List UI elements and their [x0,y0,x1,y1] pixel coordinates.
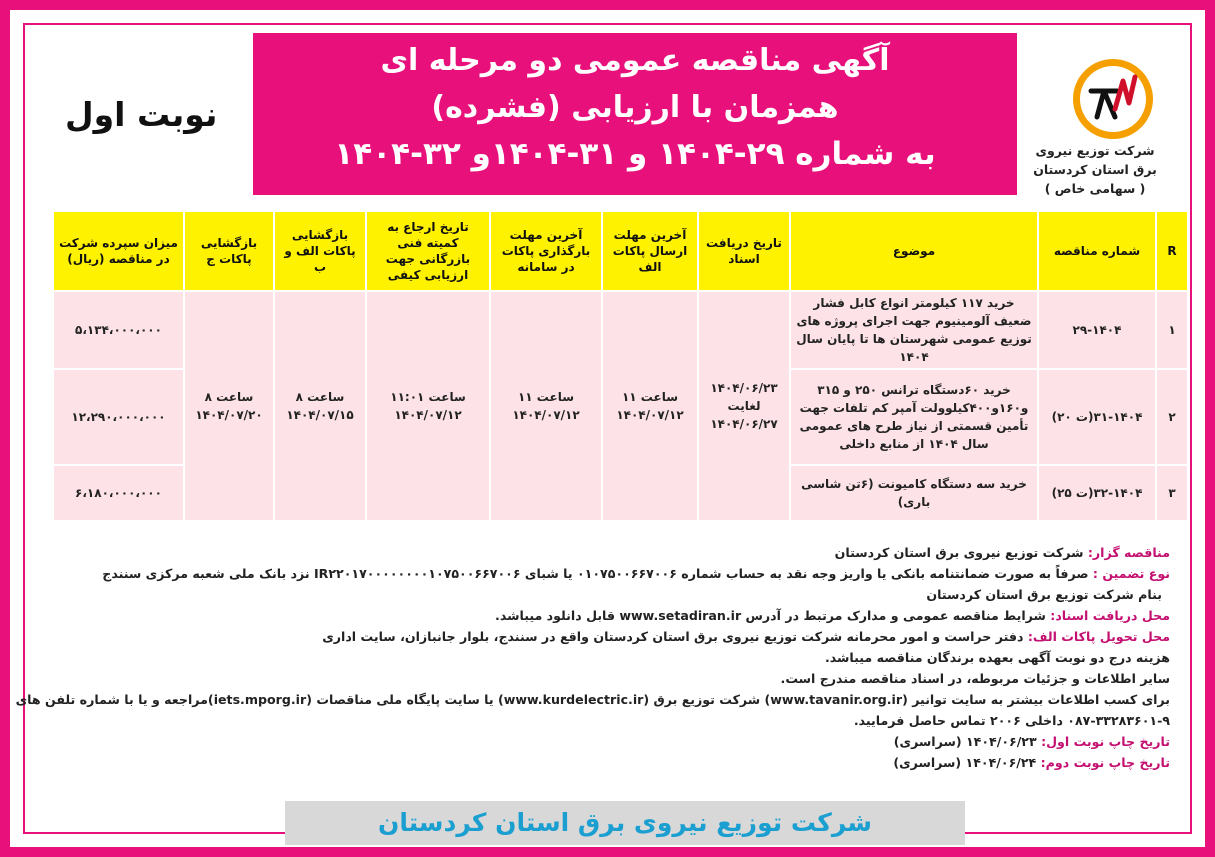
deadline-a-time: ساعت ۱۱ [621,390,679,404]
table-row [53,291,1188,369]
header-open-c: بازگشایی پاکات ج [184,211,274,291]
doc-date-to: ۱۴۰۴/۰۶/۲۷ [710,417,778,431]
header-committee: تاریخ ارجاع به کمیته فنی بازرگانی جهت ارزیابی کیفی [366,211,490,291]
cell-open-c [184,291,274,521]
committee-date: ۱۴۰۴/۰۷/۱۲ [394,408,462,422]
table-header-row [53,211,1188,291]
info-line-details: سایر اطلاعات و جزئیات مربوطه، در اسناد مناقصه مندرج است. [780,671,1170,686]
company-logo-icon [1071,57,1155,141]
cell-r: ۲ [1156,369,1188,465]
info-text: شرایط مناقصه عمومی و مدارک مرتبط در آدرس www.setadiran.ir قابل دانلود میباشد. [495,608,1051,623]
header-deadline-upload: آخرین مهلت بارگذاری پاکات در سامانه [490,211,602,291]
cell-subject: خرید ۱۱۷ کیلومتر انواع کابل فشار ضعیف آلومینیوم جهت اجرای پروژه های توزیع عمومی شهرستان ها تا پایان سال ۱۴۰۴ [790,291,1038,369]
cell-r: ۳ [1156,465,1188,521]
company-line-2: برق استان کردستان [1033,162,1157,177]
cell-r: ۱ [1156,291,1188,369]
info-line-delivery [10,626,1170,647]
info-line-print-2 [10,752,1170,773]
cell-deadline-a [602,291,698,521]
open-c-date: ۱۴۰۴/۰۷/۲۰ [195,408,263,422]
company-line-3: ( سهامی خاص ) [1044,181,1146,196]
doc-date-mid: لغایت [727,399,761,413]
footer-text: شرکت توزیع نیروی برق استان کردستان [378,808,872,837]
committee-time: ساعت ۱۱:۰۱ [390,390,466,404]
cell-deposit: ۱۲،۲۹۰،۰۰۰،۰۰۰ [53,369,184,465]
deadline-upload-time: ساعت ۱۱ [517,390,575,404]
info-text: ۱۴۰۴/۰۶/۲۳ (سراسری) [893,734,1042,749]
info-text: ۱۴۰۴/۰۶/۲۴ (سراسری) [893,755,1041,770]
ad-inner [15,23,1192,837]
header-number: شماره مناقصه [1038,211,1156,291]
cell-deadline-upload [490,291,602,521]
round-label: نوبت اول [65,95,218,134]
title-line-3: به شماره ۲۹-۱۴۰۴ و ۳۱-۱۴۰۴و ۳۲-۱۴۰۴ [334,136,936,172]
info-label: مناقصه گزار: [1087,545,1170,560]
cell-number: ۳۲-۱۴۰۴(ت ۲۵) [1038,465,1156,521]
open-ab-date: ۱۴۰۴/۰۷/۱۵ [286,408,354,422]
header-r: R [1156,211,1188,291]
cell-subject: خرید سه دستگاه کامیونت (۶تن شاسی باری) [790,465,1038,521]
header-deposit: میزان سپرده شرکت در مناقصه (ریال) [53,211,184,291]
info-line-print-1 [10,731,1170,752]
company-line-1: شرکت توزیع نیروی [1035,143,1155,158]
cell-number: ۲۹-۱۴۰۴ [1038,291,1156,369]
info-text: دفتر حراست و امور محرمانه شرکت توزیع نیروی برق استان کردستان واقع در سنندج، بلوار جانبازان، سایت اداری [322,629,1028,644]
cell-number: ۳۱-۱۴۰۴(ت ۲۰) [1038,369,1156,465]
deadline-a-date: ۱۴۰۴/۰۷/۱۲ [616,408,684,422]
doc-date-from: ۱۴۰۴/۰۶/۲۳ [710,381,778,395]
info-line-tenderer [10,542,1170,563]
tender-table [52,210,1189,522]
info-label: محل تحویل پاکات الف: [1027,629,1170,644]
info-line-documents [10,605,1170,626]
info-label: تاریخ چاپ نوبت اول: [1041,734,1170,749]
header-deadline-a: آخرین مهلت ارسال پاکات الف [602,211,698,291]
footer-banner [285,801,965,845]
header-subject: موضوع [790,211,1038,291]
info-line-cost: هزینه درج دو نوبت آگهی بعهده برندگان مناقصه میباشد. [824,650,1170,665]
cell-committee [366,291,490,521]
deadline-upload-date: ۱۴۰۴/۰۷/۱۲ [512,408,580,422]
info-line-guarantee [10,563,1170,584]
header-doc-date: تاریخ دریافت اسناد [698,211,790,291]
info-line-account-holder: بنام شرکت توزیع برق استان کردستان [926,587,1162,602]
info-label: تاریخ چاپ نوبت دوم: [1040,755,1170,770]
title-line-1: آگهی مناقصه عمومی دو مرحله ای [380,43,890,78]
info-text: شرکت توزیع نیروی برق استان کردستان [834,545,1088,560]
title-banner [253,33,1017,195]
cell-subject: خرید ۶۰دستگاه ترانس ۲۵۰ و ۳۱۵ و۱۶۰و۴۰۰کیلوولت آمپر کم تلفات جهت تأمین قسمتی از نیاز طرح های عمومی سال ۱۴۰۴ از منابع داخلی [790,369,1038,465]
open-c-time: ساعت ۸ [204,390,254,404]
info-text: صرفاً به صورت ضمانتنامه بانکی یا واریز وجه نقد به حساب شماره ۰۱۰۷۵۰۰۶۶۷۰۰۶ یا شبای IR۲۲۰۱۷۰۰۰۰۰۰۰۰۱۰۷۵۰۰۶۶۷۰۰۶ نزد بانک ملی شعبه مرکزی سنندج [102,566,1093,581]
cell-doc-date [698,291,790,521]
cell-open-ab [274,291,366,521]
info-line-contact: برای کسب اطلاعات بیشتر به سایت توانیر (www.tavanir.org.ir) شرکت توزیع برق (www.kurdelectric.ir) یا سایت پایگاه ملی مناقصات (iets.mporg.ir)مراجعه و یا با شماره تلفن های [15,692,1170,707]
open-ab-time: ساعت ۸ [295,390,345,404]
info-line-phone: ۰۸۷-۳۳۲۸۳۶۰۱-۹ داخلی ۲۰۰۶ تماس حاصل فرمایید. [853,713,1170,728]
header-open-ab: بازگشایی پاکات الف و ب [274,211,366,291]
cell-deposit: ۶،۱۸۰،۰۰۰،۰۰۰ [53,465,184,521]
info-label: محل دریافت اسناد: [1050,608,1170,623]
title-line-2: همزمان با ارزیابی (فشرده) [431,90,839,125]
info-label: نوع تضمین : [1092,566,1170,581]
company-name [1010,141,1180,198]
cell-deposit: ۵،۱۳۴،۰۰۰،۰۰۰ [53,291,184,369]
info-section [10,542,1170,773]
